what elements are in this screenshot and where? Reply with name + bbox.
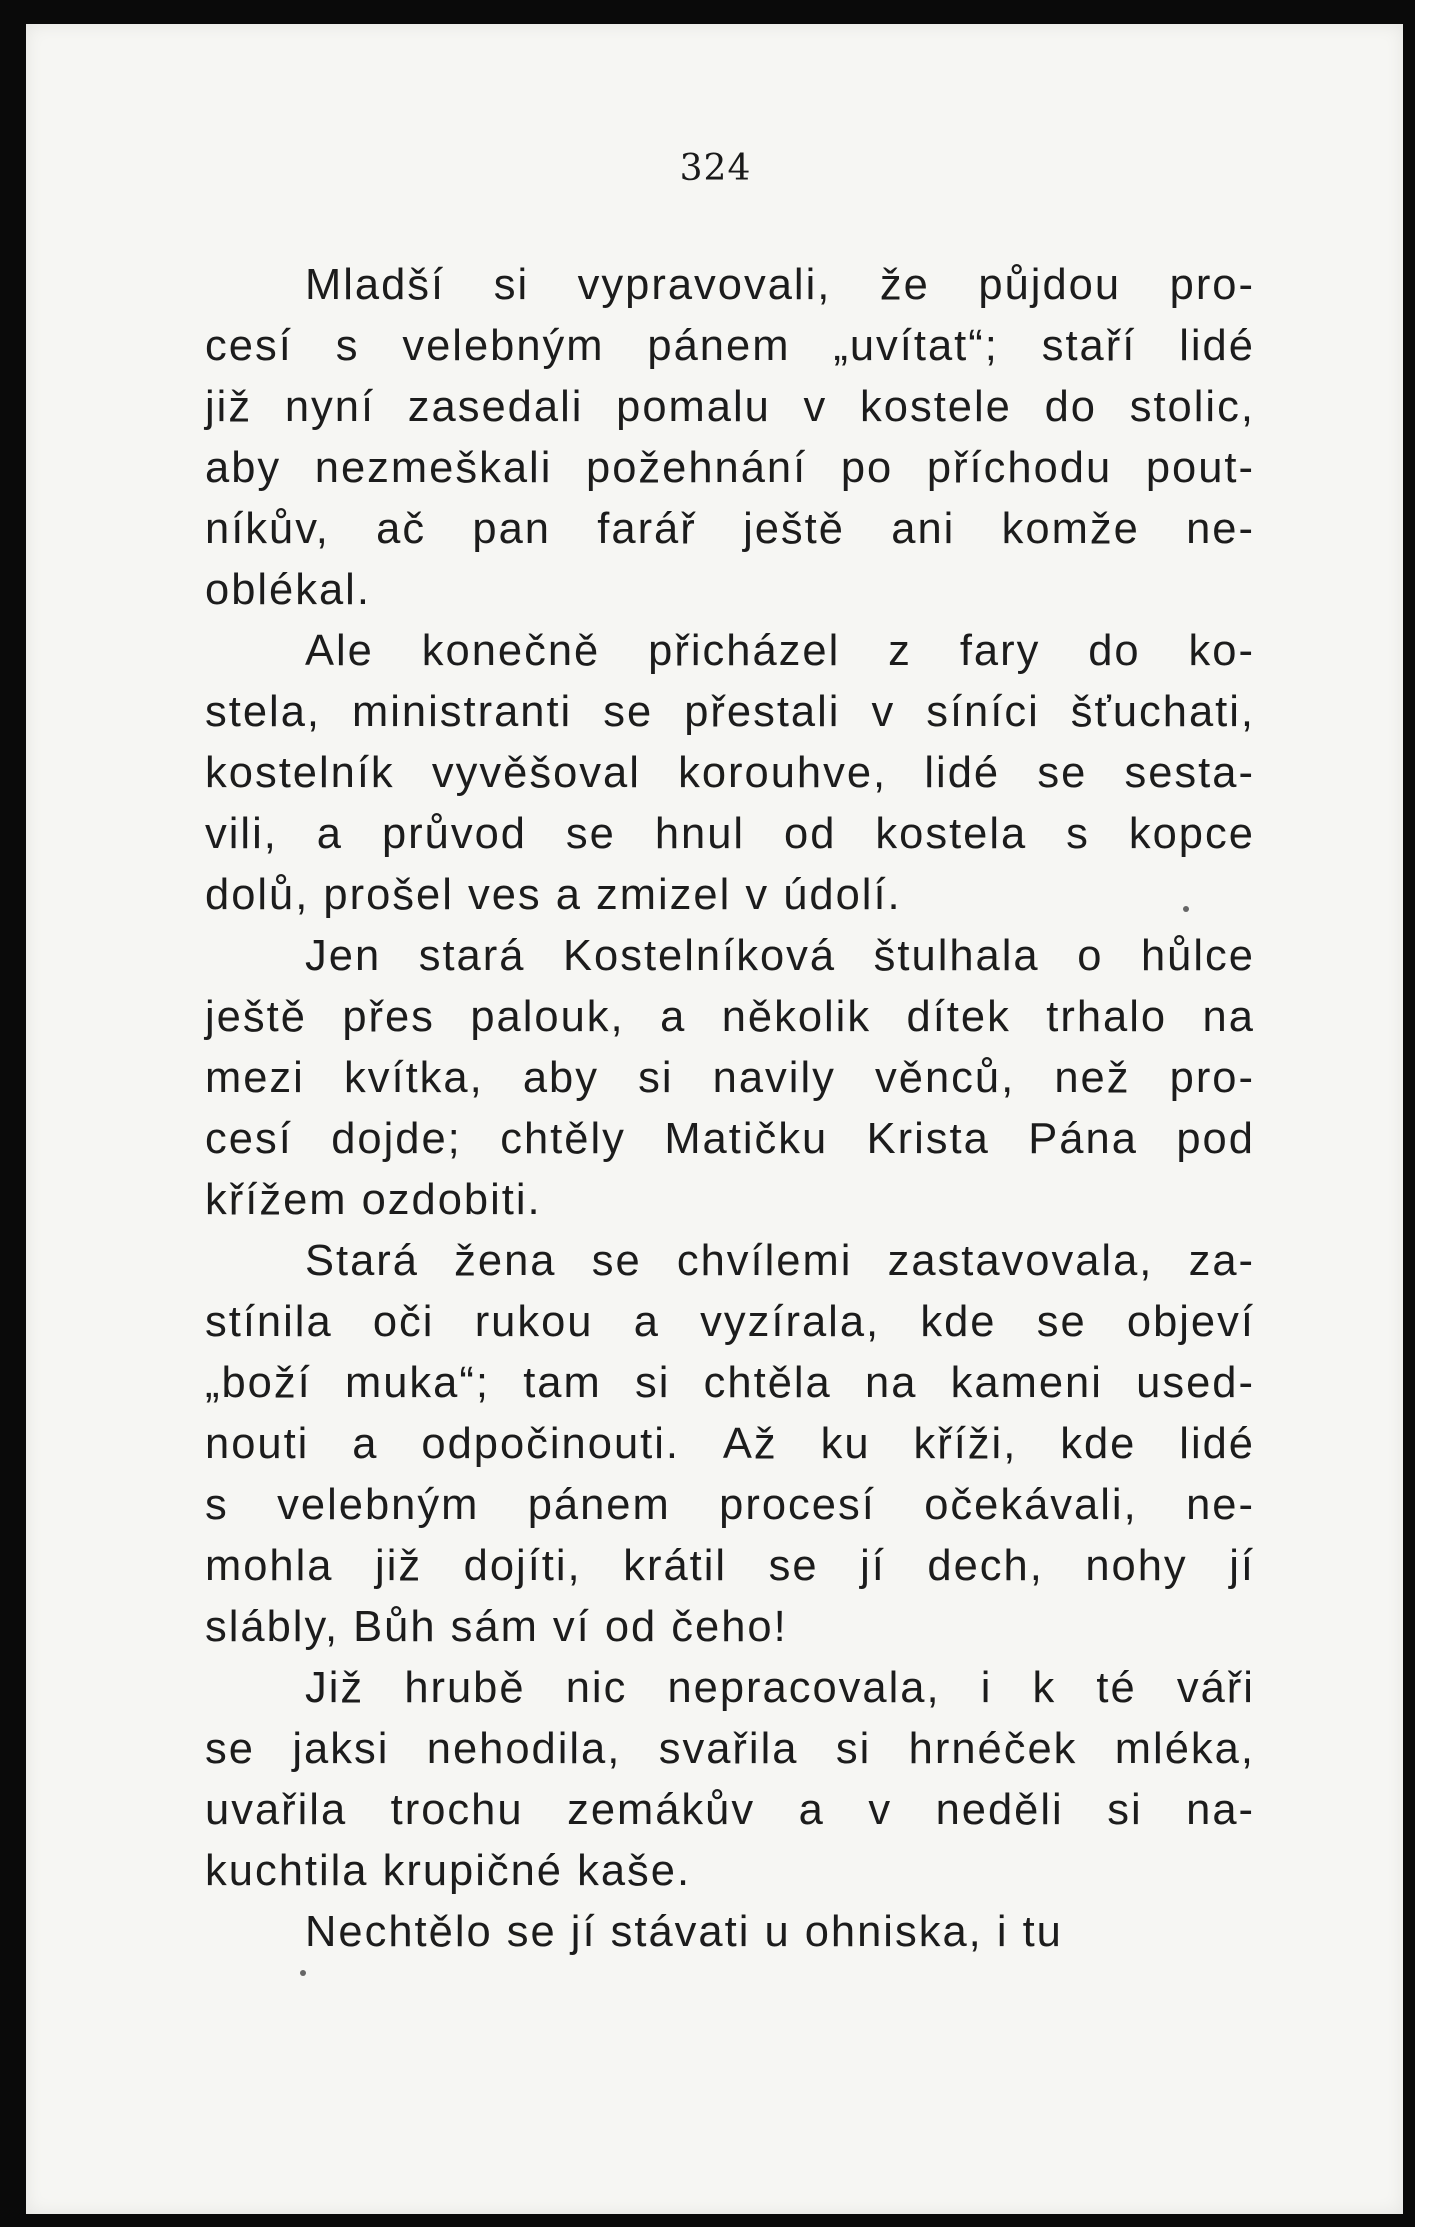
text-line: nouti a odpočinouti. Až ku kříži, kde lidé: [205, 1420, 1255, 1468]
text-line: Nechtělo se jí stávati u ohniska, i tu: [305, 1908, 1063, 1956]
text-line: ještě přes palouk, a několik dítek trhalo na: [205, 993, 1255, 1041]
text-line: s velebným pánem procesí očekávali, ne-: [205, 1481, 1255, 1529]
text-line: křížem ozdobiti.: [205, 1176, 542, 1224]
speck: [1183, 906, 1189, 912]
text-line: „boží muka“; tam si chtěla na kameni used-: [205, 1359, 1255, 1407]
text-line: níkův, ač pan farář ještě ani komže ne-: [205, 505, 1255, 553]
page-number: 324: [679, 148, 752, 189]
text-line: cesí s velebným pánem „uvítat“; staří lidé: [205, 322, 1255, 370]
text-line: stínila oči rukou a vyzírala, kde se objeví: [205, 1298, 1255, 1346]
text-line: se jaksi nehodila, svařila si hrnéček mléka,: [205, 1725, 1255, 1773]
text-line: stela, ministranti se přestali v síníci šťuchati,: [205, 688, 1255, 736]
text-line: Již hrubě nic nepracovala, i k té váři: [305, 1664, 1255, 1712]
text-line: Mladší si vypravovali, že půjdou pro-: [305, 261, 1255, 309]
text-line: Stará žena se chvílemi zastavovala, za-: [305, 1237, 1255, 1285]
text-line: vili, a průvod se hnul od kostela s kopce: [205, 810, 1255, 858]
text-line: mohla již dojíti, krátil se jí dech, nohy jí: [205, 1542, 1255, 1590]
speck: [300, 1970, 306, 1976]
text-line: cesí dojde; chtěly Matičku Krista Pána pod: [205, 1115, 1255, 1163]
page-edge-strip: [1415, 0, 1431, 2227]
text-line: Ale konečně přicházel z fary do ko-: [305, 627, 1255, 675]
body-text: [205, 255, 1255, 1963]
text-line: dolů, prošel ves a zmizel v údolí.: [205, 871, 902, 919]
text-line: Jen stará Kostelníková štulhala o hůlce: [305, 932, 1255, 980]
text-line: aby nezmeškali požehnání po příchodu pout-: [205, 444, 1255, 492]
text-line: kuchtila krupičné kaše.: [205, 1847, 692, 1895]
text-line: slábly, Bůh sám ví od čeho!: [205, 1603, 788, 1651]
text-line: uvařila trochu zemákův a v neděli si na-: [205, 1786, 1255, 1834]
text-line: kostelník vyvěšoval korouhve, lidé se sesta-: [205, 749, 1255, 797]
text-line: již nyní zasedali pomalu v kostele do stolic,: [205, 383, 1255, 431]
text-line: oblékal.: [205, 566, 371, 614]
text-line: mezi kvítka, aby si navily věnců, než pro-: [205, 1054, 1255, 1102]
